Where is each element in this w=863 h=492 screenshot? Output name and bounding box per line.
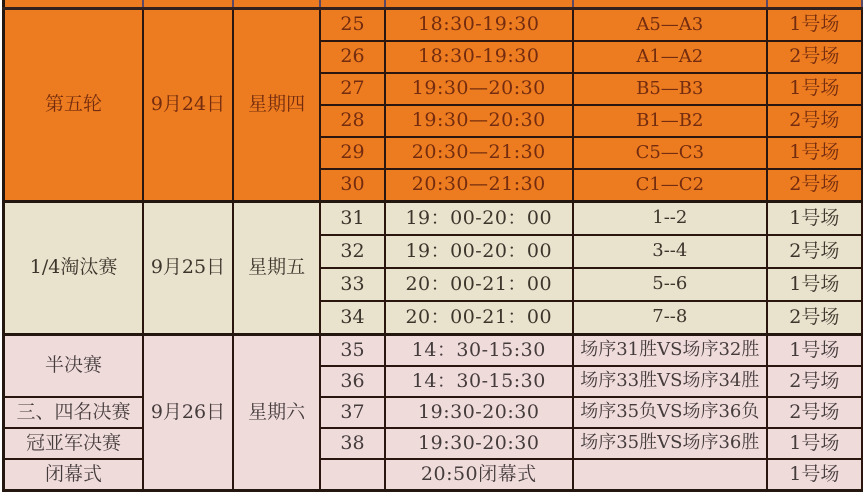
matchup-cell: 场序35胜VS场序36胜 — [573, 428, 767, 459]
time-cell: 14：30-15:30 — [385, 366, 573, 397]
matchup-cell: B5—B3 — [573, 73, 767, 105]
time-cell: 20:30—21:30 — [385, 137, 573, 169]
matchup-cell: 5--6 — [573, 268, 767, 301]
table-row — [4, 8, 863, 41]
venue-cell: 1号场 — [767, 137, 862, 169]
matchup-cell — [573, 459, 767, 491]
matchup-cell: B1—B2 — [573, 105, 767, 137]
matchup-cell: 3--4 — [573, 235, 767, 268]
venue-cell: 1号场 — [767, 201, 862, 235]
matchup-cell: 场序33胜VS场序34胜 — [573, 366, 767, 397]
match-no-cell: 25 — [320, 8, 384, 41]
match-no-cell — [320, 459, 384, 491]
time-cell: 19:30-20:30 — [385, 397, 573, 428]
round-cell: 冠亚军决赛 — [4, 428, 144, 459]
round-cell: 闭幕式 — [4, 459, 144, 491]
partial-cell — [573, 0, 767, 8]
round-cell: 半决赛 — [4, 334, 144, 397]
matchup-cell: 7--8 — [573, 301, 767, 335]
match-no-cell: 26 — [320, 41, 384, 73]
match-no-cell: 31 — [320, 201, 384, 235]
partial-cell — [385, 0, 573, 8]
match-no-cell: 37 — [320, 397, 384, 428]
time-cell: 20：00-21：00 — [385, 301, 573, 335]
partial-cell — [4, 0, 144, 8]
weekday-cell: 星期五 — [233, 201, 320, 334]
matchup-cell: 场序31胜VS场序32胜 — [573, 334, 767, 366]
partial-cell — [233, 0, 320, 8]
match-no-cell: 35 — [320, 334, 384, 366]
venue-cell: 2号场 — [767, 169, 862, 202]
match-no-cell: 30 — [320, 169, 384, 202]
weekday-cell: 星期六 — [233, 334, 320, 490]
partial-cell — [767, 0, 862, 8]
time-cell: 19：00-20：00 — [385, 235, 573, 268]
time-cell: 14：30-15:30 — [385, 334, 573, 366]
venue-cell: 1号场 — [767, 268, 862, 301]
match-schedule-table — [2, 0, 863, 492]
venue-cell: 2号场 — [767, 235, 862, 268]
time-cell: 18:30-19:30 — [385, 8, 573, 41]
table-row — [4, 459, 863, 491]
match-no-cell: 38 — [320, 428, 384, 459]
time-cell: 20:30—21:30 — [385, 169, 573, 202]
match-no-cell: 32 — [320, 235, 384, 268]
table-row — [4, 334, 863, 366]
venue-cell: 2号场 — [767, 41, 862, 73]
table-row — [4, 201, 863, 235]
table-row-partial — [4, 0, 863, 8]
time-cell: 19:30—20:30 — [385, 105, 573, 137]
partial-cell — [143, 0, 233, 8]
matchup-cell: A5—A3 — [573, 8, 767, 41]
match-no-cell: 34 — [320, 301, 384, 335]
date-cell: 9月26日 — [143, 334, 233, 490]
venue-cell: 1号场 — [767, 73, 862, 105]
time-cell: 19:30-20:30 — [385, 428, 573, 459]
match-no-cell: 29 — [320, 137, 384, 169]
round-cell: 第五轮 — [4, 8, 144, 201]
time-cell: 20:50闭幕式 — [385, 459, 573, 491]
match-no-cell: 33 — [320, 268, 384, 301]
match-no-cell: 27 — [320, 73, 384, 105]
time-cell: 19：00-20：00 — [385, 201, 573, 235]
matchup-cell: 场序35负VS场序36负 — [573, 397, 767, 428]
matchup-cell: C1—C2 — [573, 169, 767, 202]
matchup-cell: A1—A2 — [573, 41, 767, 73]
venue-cell: 2号场 — [767, 105, 862, 137]
table-row — [4, 428, 863, 459]
venue-cell: 1号场 — [767, 334, 862, 366]
venue-cell: 1号场 — [767, 428, 862, 459]
matchup-cell: C5—C3 — [573, 137, 767, 169]
venue-cell: 2号场 — [767, 301, 862, 335]
time-cell: 19:30—20:30 — [385, 73, 573, 105]
round-cell: 三、四名决赛 — [4, 397, 144, 428]
time-cell: 20：00-21：00 — [385, 268, 573, 301]
round-cell: 1/4淘汰赛 — [4, 201, 144, 334]
date-cell: 9月25日 — [143, 201, 233, 334]
matchup-cell: 1--2 — [573, 201, 767, 235]
venue-cell: 1号场 — [767, 459, 862, 491]
match-no-cell: 36 — [320, 366, 384, 397]
table-row — [4, 397, 863, 428]
venue-cell: 1号场 — [767, 8, 862, 41]
venue-cell: 2号场 — [767, 366, 862, 397]
date-cell: 9月24日 — [143, 8, 233, 201]
match-no-cell: 28 — [320, 105, 384, 137]
venue-cell: 2号场 — [767, 397, 862, 428]
partial-cell — [320, 0, 384, 8]
weekday-cell: 星期四 — [233, 8, 320, 201]
time-cell: 18:30-19:30 — [385, 41, 573, 73]
